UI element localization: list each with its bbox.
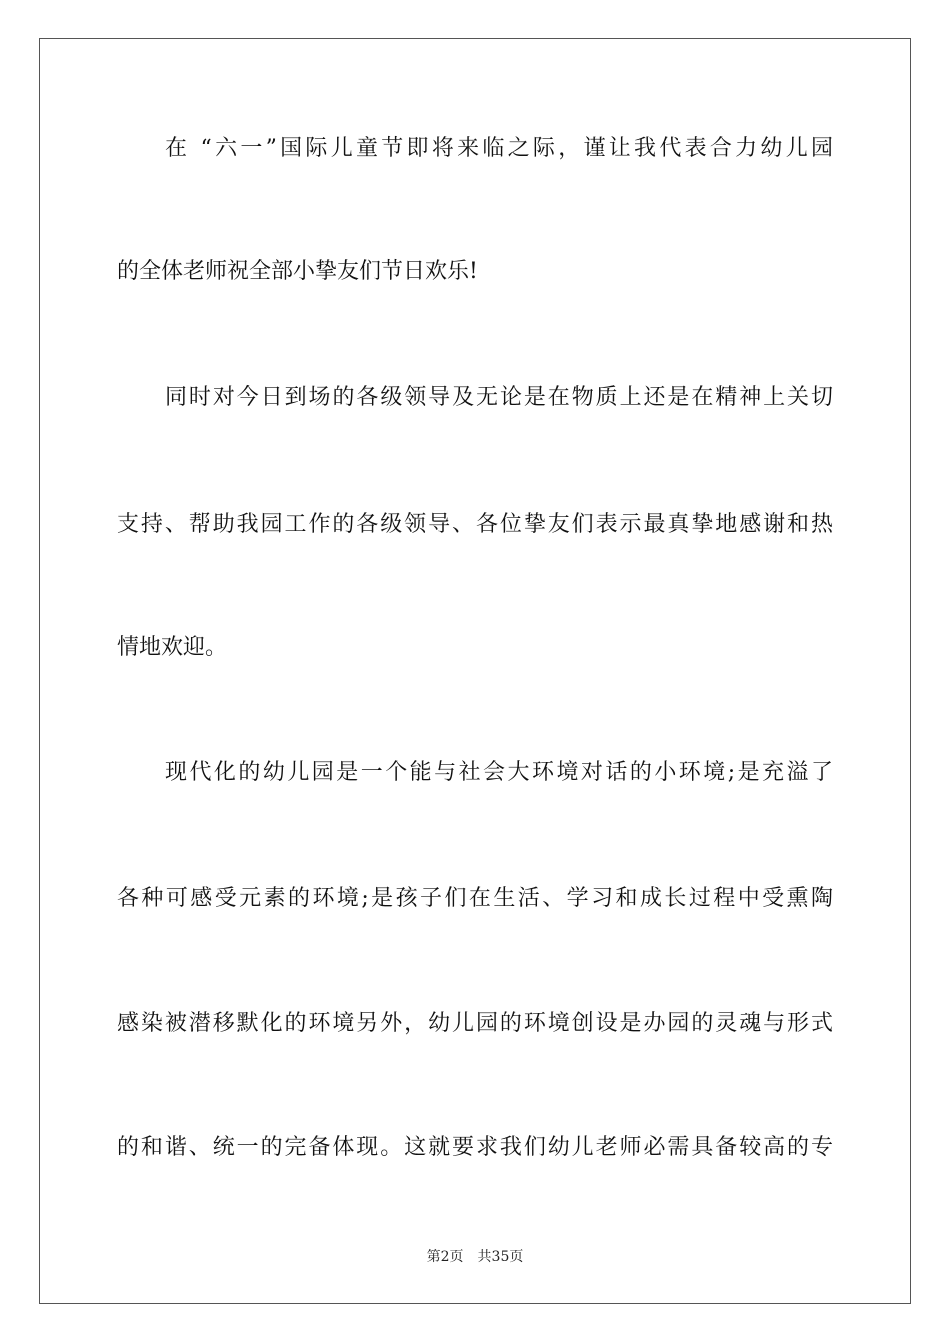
text-line-8: 感染被潜移默化的环境另外，幼儿园的环境创设是办园的灵魂与形式 (117, 1011, 833, 1036)
page-border (39, 38, 911, 1304)
text-line-5: 情地欢迎。 (117, 635, 228, 660)
page-total: 共35页 (477, 1249, 524, 1265)
text-line-2: 的全体老师祝全部小挚友们节日欢乐! (117, 259, 478, 284)
text-line-9: 的和谐、统一的完备体现。这就要求我们幼儿老师必需具备较高的专 (117, 1135, 833, 1160)
text-line-1: 在 “六一”国际儿童节即将来临之际，谨让我代表合力幼儿园 (165, 136, 833, 161)
text-line-6: 现代化的幼儿园是一个能与社会大环境对话的小环境;是充溢了 (165, 760, 833, 785)
page-footer (0, 1248, 950, 1266)
text-line-4: 支持、帮助我园工作的各级领导、各位挚友们表示最真挚地感谢和热 (117, 512, 833, 537)
text-line-3: 同时对今日到场的各级领导及无论是在物质上还是在精神上关切 (165, 385, 833, 410)
page-number: 第2页 (426, 1249, 464, 1265)
text-line-7: 各种可感受元素的环境;是孩子们在生活、学习和成长过程中受熏陶 (117, 886, 833, 911)
